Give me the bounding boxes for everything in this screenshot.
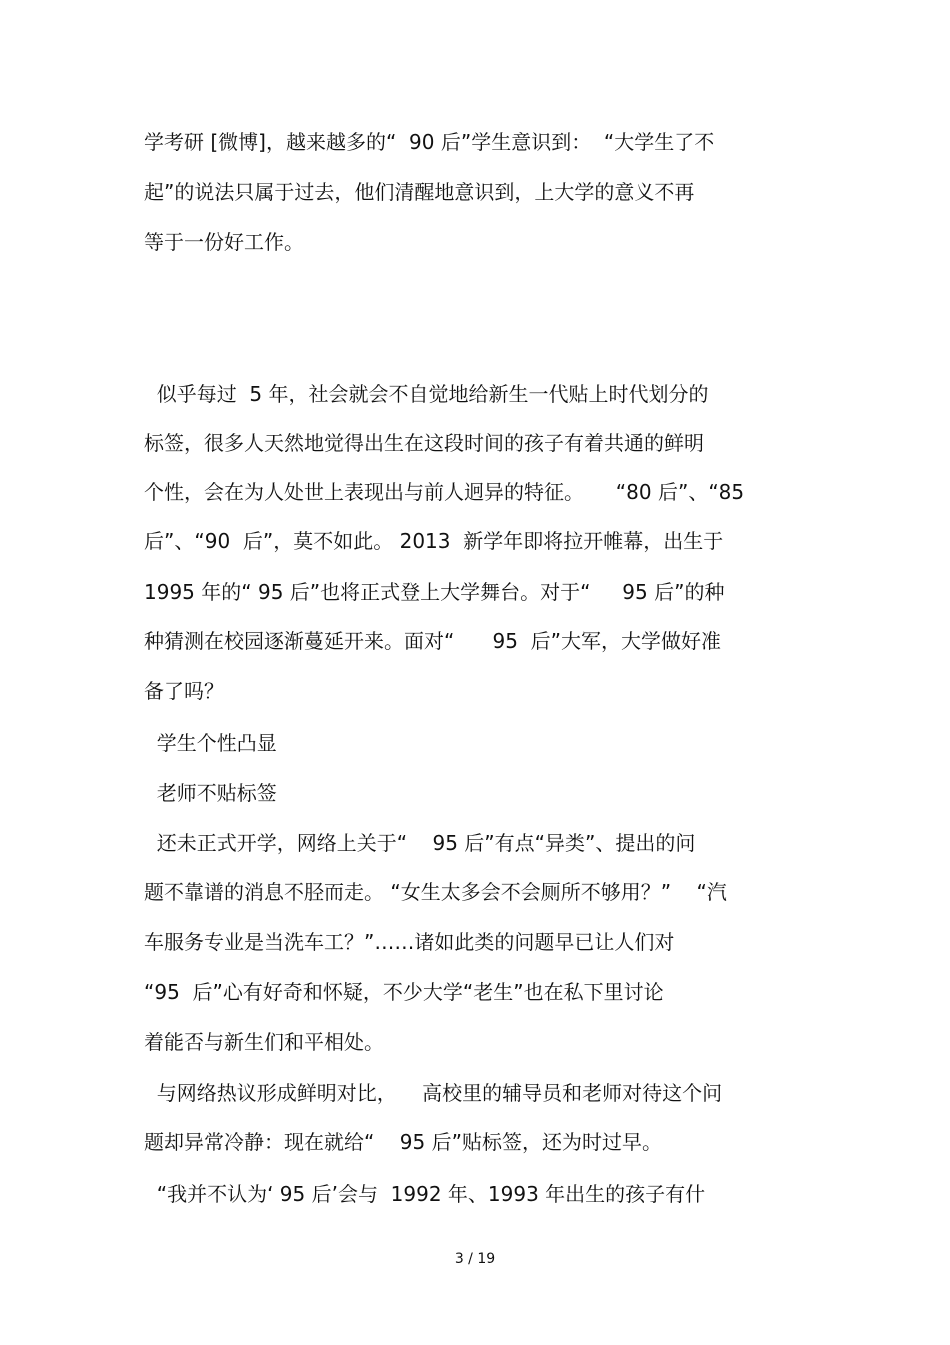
text-line: 标签，很多人天然地觉得出生在这段时间的孩子有着共通的鲜明: [144, 431, 704, 455]
text-line: 与网络热议形成鲜明对比， 高校里的辅导员和老师对待这个问: [144, 1081, 723, 1105]
text-line: “我并不认为‘ 95 后’会与 1992 年、1993 年出生的孩子有什: [144, 1182, 706, 1206]
text-line: 起”的说法只属于过去，他们清醒地意识到，上大学的意义不再: [144, 180, 695, 204]
text-line: 还未正式开学，网络上关于“ 95 后”有点“异类”、提出的问: [144, 831, 696, 855]
page-number: 3 / 19: [454, 1251, 496, 1267]
text-line: 种猜测在校园逐渐蔓延开来。面对“ 95 后”大军，大学做好准: [144, 629, 722, 653]
text-line: 备了吗？: [144, 679, 224, 703]
text-line: 后”、“90 后”，莫不如此。 2013 新学年即将拉开帷幕，出生于: [144, 529, 724, 553]
text-line: 题却异常冷静：现在就给“ 95 后”贴标签，还为时过早。: [144, 1130, 662, 1154]
text-line: 学考研 [微博]，越来越多的“ 90 后”学生意识到： “大学生了不: [144, 130, 715, 154]
section-heading: 老师不贴标签: [144, 781, 277, 805]
text-line: 1995 年的“ 95 后”也将正式登上大学舞台。对于“ 95 后”的种: [144, 580, 725, 604]
text-line: 个性，会在为人处世上表现出与前人迥异的特征。 “80 后”、“85: [144, 480, 745, 504]
text-line: “95 后”心有好奇和怀疑，不少大学“老生”也在私下里讨论: [144, 980, 664, 1004]
text-line: 着能否与新生们和平相处。: [144, 1030, 384, 1054]
section-heading: 学生个性凸显: [144, 731, 277, 755]
text-line: 似乎每过 5 年，社会就会不自觉地给新生一代贴上时代划分的: [144, 382, 709, 406]
text-line: 等于一份好工作。: [144, 230, 304, 254]
text-line: 题不靠谱的消息不胫而走。 “女生太多会不会厕所不够用？” “汽: [144, 880, 727, 904]
text-line: 车服务专业是当洗车工？”……诸如此类的问题早已让人们对: [144, 930, 675, 954]
